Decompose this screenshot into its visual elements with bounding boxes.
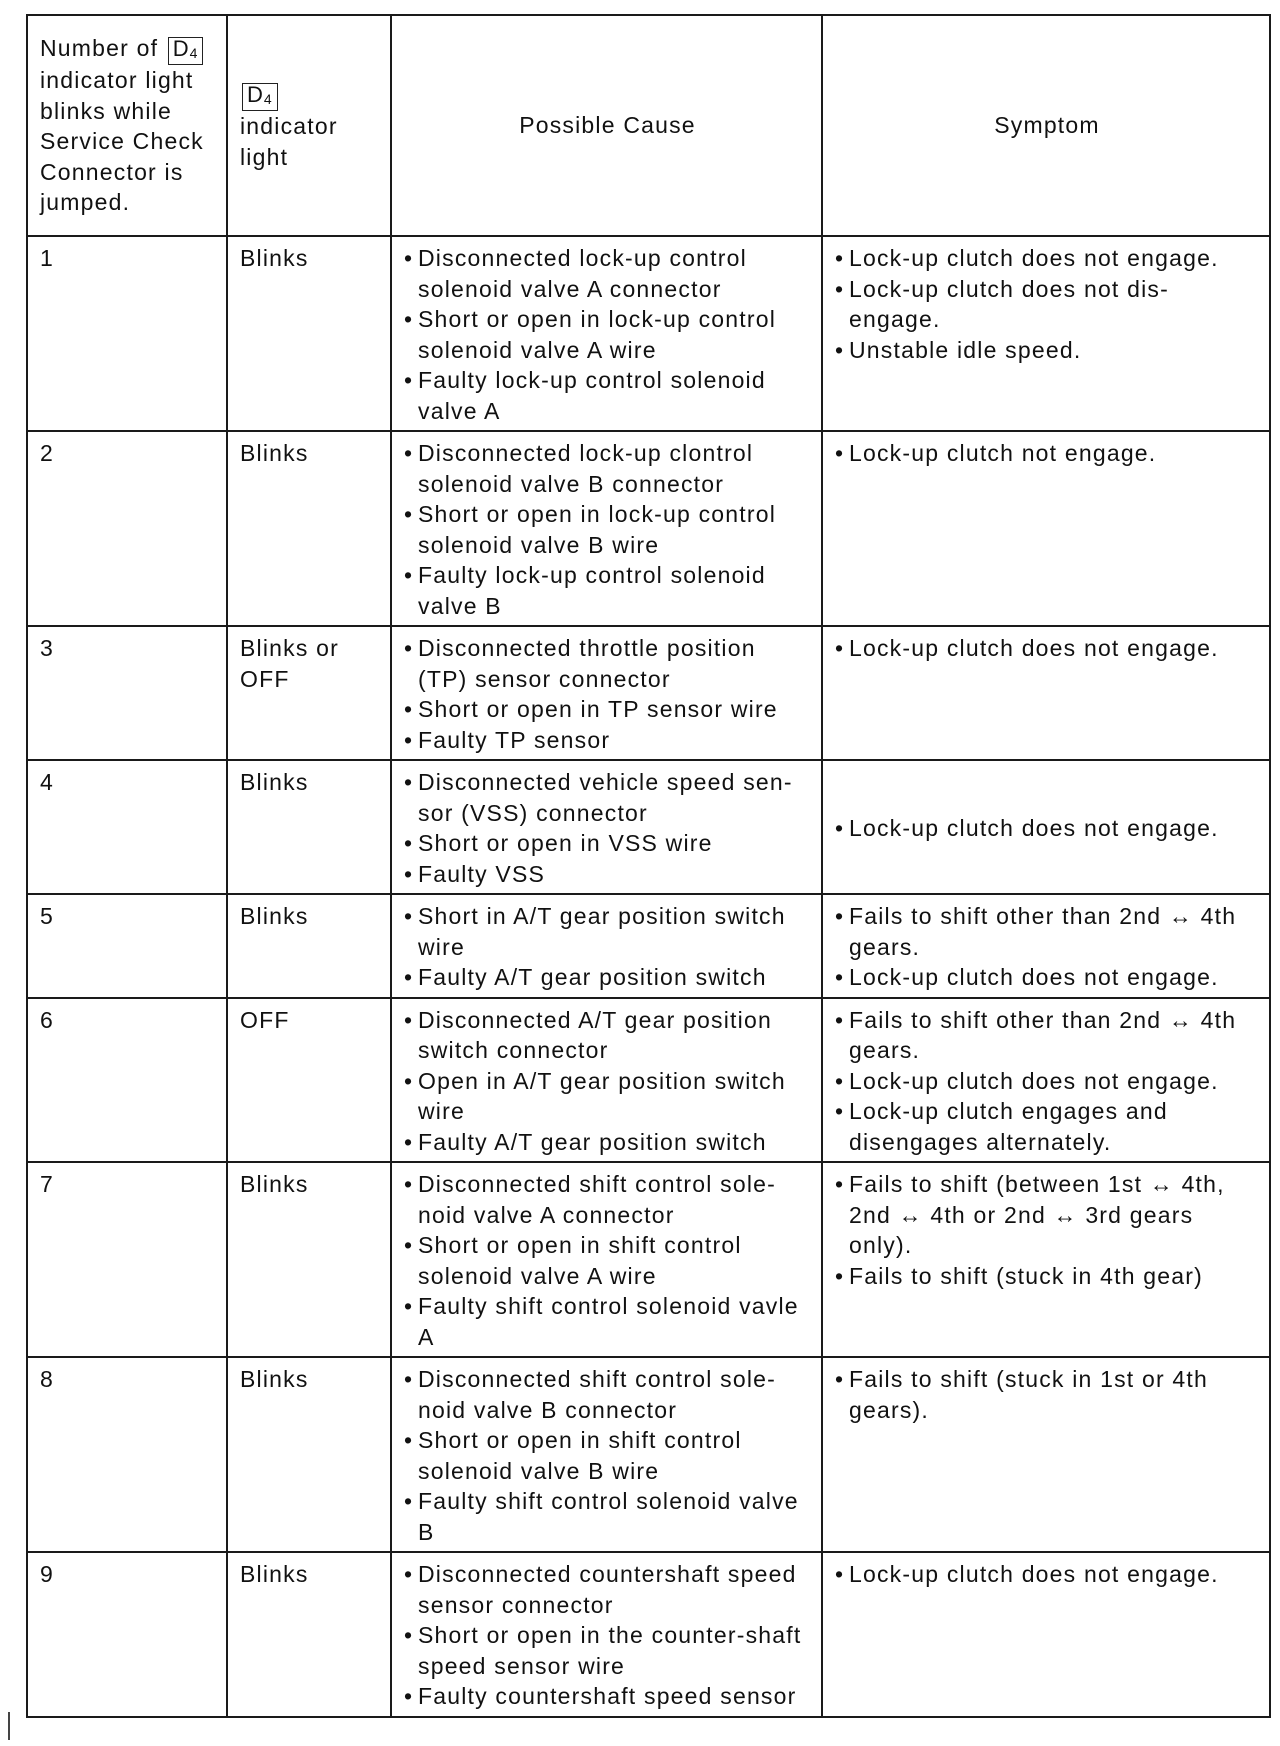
cause-text: Disconnected shift control sole-noid valve B connector [418, 1366, 776, 1423]
cause-item [404, 694, 811, 725]
header-blink-count [27, 15, 227, 236]
bullet-icon: • [404, 1128, 414, 1155]
indicator-state-cell: Blinks [227, 236, 391, 431]
cause-text: Disconnected lock-up clontrol solenoid valve B connector [418, 440, 754, 497]
bullet-icon: • [404, 635, 414, 661]
bullet-icon: • [404, 769, 414, 795]
bullet-icon: • [404, 1293, 414, 1319]
bullet-icon: • [404, 1067, 414, 1094]
cause-item [404, 1005, 811, 1066]
symptom-item [835, 274, 1259, 335]
cause-text: Open in A/T gear position switch wire [418, 1067, 786, 1124]
margin-mark [8, 1712, 10, 1740]
cause-item [404, 304, 811, 365]
bullet-icon: • [835, 1171, 845, 1197]
cause-item [404, 1620, 811, 1681]
symptom-item [835, 813, 1259, 844]
indicator-state-cell: Blinks [227, 1162, 391, 1357]
symptom-text: Lock-up clutch does not engage. [849, 964, 1219, 990]
possible-cause-cell [391, 894, 822, 998]
cause-text: Short or open in the counter-shaft speed sensor wire [418, 1622, 802, 1679]
cause-item [404, 1127, 811, 1158]
bullet-icon: • [404, 903, 414, 929]
table-row [27, 626, 1270, 760]
cause-item [404, 560, 811, 621]
cause-text: Faulty A/T gear position switch [418, 1128, 767, 1155]
table-row [27, 760, 1270, 894]
cause-item [404, 1681, 811, 1712]
indicator-state-cell: Blinks [227, 1552, 391, 1717]
blink-count-cell: 5 [27, 894, 227, 998]
header-indicator [227, 15, 391, 236]
possible-cause-cell [391, 1552, 822, 1717]
cause-item [404, 1425, 811, 1486]
header-symptom: Symptom [822, 15, 1270, 236]
bullet-icon: • [835, 336, 845, 363]
cause-item [404, 438, 811, 499]
symptom-text: Lock-up clutch engages and disengages alternately. [849, 1098, 1168, 1155]
bullet-icon: • [404, 367, 414, 393]
cause-list [404, 438, 811, 621]
possible-cause-cell [391, 626, 822, 760]
bullet-icon: • [404, 1488, 414, 1514]
d4-badge-digit: 4 [189, 45, 199, 62]
cause-item [404, 243, 811, 304]
d4-badge-letter: D [172, 36, 190, 62]
cause-item [404, 1364, 811, 1425]
symptom-text: Lock-up clutch does not engage. [849, 814, 1219, 841]
symptom-item [835, 1559, 1259, 1590]
cause-list [404, 901, 811, 993]
symptom-item [835, 1005, 1259, 1066]
d4-indicator-icon [168, 37, 204, 65]
cause-text: Faulty A/T gear position switch [418, 964, 767, 990]
cause-item [404, 1559, 811, 1620]
bullet-icon: • [404, 860, 414, 887]
bullet-icon: • [835, 1366, 845, 1392]
bullet-icon: • [835, 1262, 845, 1289]
cause-text: Short or open in shift control solenoid valve B wire [418, 1427, 742, 1484]
bullet-icon: • [404, 562, 414, 588]
cause-item [404, 633, 811, 694]
possible-cause-cell [391, 236, 822, 431]
indicator-state-cell: Blinks [227, 431, 391, 626]
table-row [27, 236, 1270, 431]
cause-text: Short or open in TP sensor wire [418, 696, 778, 722]
cause-list [404, 1559, 811, 1712]
bullet-icon: • [404, 1171, 414, 1197]
table-row [27, 431, 1270, 626]
blink-count-cell: 6 [27, 998, 227, 1163]
cause-list [404, 243, 811, 426]
symptom-text: Fails to shift (stuck in 4th gear) [849, 1262, 1203, 1289]
cause-item [404, 499, 811, 560]
bullet-icon: • [404, 830, 414, 856]
cause-item [404, 1486, 811, 1547]
cause-text: Disconnected throttle position (TP) sensor connector [418, 635, 756, 692]
d4-indicator-icon [242, 83, 278, 111]
cause-item [404, 725, 811, 756]
symptom-text: Lock-up clutch does not engage. [849, 635, 1219, 661]
symptom-item [835, 633, 1259, 664]
bullet-icon: • [835, 440, 845, 466]
cause-list [404, 1005, 811, 1158]
bullet-icon: • [404, 440, 414, 466]
indicator-state-cell: OFF [227, 998, 391, 1163]
cause-item [404, 1169, 811, 1230]
symptom-list [835, 438, 1259, 469]
symptom-cell [822, 236, 1270, 431]
cause-text: Disconnected countershaft speed sensor connector [418, 1561, 797, 1618]
indicator-state-cell: Blinks [227, 1357, 391, 1552]
bullet-icon: • [404, 726, 414, 753]
symptom-list [835, 1005, 1259, 1158]
cause-list [404, 767, 811, 889]
cause-text: Faulty VSS [418, 860, 546, 887]
cause-text: Disconnected shift control sole-noid valve A connector [418, 1171, 776, 1228]
cause-text: Short in A/T gear position switch wire [418, 903, 786, 960]
table-row [27, 1357, 1270, 1552]
symptom-list [835, 243, 1259, 365]
blink-count-cell: 7 [27, 1162, 227, 1357]
bullet-icon: • [404, 1622, 414, 1648]
table-row [27, 1552, 1270, 1717]
possible-cause-cell [391, 1162, 822, 1357]
bullet-icon: • [404, 1561, 414, 1587]
bullet-icon: • [404, 245, 414, 271]
symptom-item [835, 335, 1259, 366]
bullet-icon: • [404, 696, 414, 722]
symptom-text: Fails to shift other than 2nd ↔ 4th gears. [849, 1006, 1237, 1063]
indicator-state-cell: Blinks [227, 894, 391, 998]
header-possible-cause: Possible Cause [391, 15, 822, 236]
symptom-cell [822, 626, 1270, 760]
cause-text: Faulty lock-up control solenoid valve B [418, 562, 766, 619]
symptom-item [835, 438, 1259, 469]
cause-text: Short or open in lock-up control solenoid valve A wire [418, 306, 777, 363]
symptom-text: Unstable idle speed. [849, 336, 1082, 363]
blink-count-cell: 1 [27, 236, 227, 431]
bullet-icon: • [835, 275, 845, 302]
table-body [27, 236, 1270, 1717]
blink-count-cell: 2 [27, 431, 227, 626]
symptom-cell [822, 998, 1270, 1163]
cause-item [404, 1230, 811, 1291]
bullet-icon: • [835, 1067, 845, 1094]
bullet-icon: • [404, 501, 414, 527]
bullet-icon: • [404, 1366, 414, 1392]
bullet-icon: • [404, 1427, 414, 1453]
cause-item [404, 365, 811, 426]
symptom-list [835, 1364, 1259, 1425]
indicator-state-cell: Blinks [227, 760, 391, 894]
cause-text: Faulty TP sensor [418, 726, 611, 753]
symptom-item [835, 962, 1259, 993]
cause-item [404, 1291, 811, 1352]
header-row [27, 15, 1270, 236]
symptom-list [835, 813, 1259, 844]
cause-text: Short or open in lock-up control solenoid valve B wire [418, 501, 777, 558]
cause-item [404, 901, 811, 962]
symptom-cell [822, 1357, 1270, 1552]
bullet-icon: • [835, 903, 845, 929]
bullet-icon: • [404, 1006, 414, 1033]
cause-item [404, 828, 811, 859]
bullet-icon: • [835, 1561, 845, 1587]
symptom-text: Fails to shift other than 2nd ↔ 4th gears. [849, 903, 1237, 960]
cause-list [404, 633, 811, 755]
symptom-item [835, 1261, 1259, 1292]
cause-text: Short or open in shift control solenoid valve A wire [418, 1232, 742, 1289]
symptom-list [835, 633, 1259, 664]
bullet-icon: • [835, 814, 845, 841]
table-row [27, 894, 1270, 998]
cause-item [404, 1066, 811, 1127]
symptom-cell [822, 431, 1270, 626]
possible-cause-cell [391, 1357, 822, 1552]
bullet-icon: • [404, 1232, 414, 1258]
table-row [27, 1162, 1270, 1357]
symptom-text: Lock-up clutch does not dis-engage. [849, 275, 1169, 332]
cause-text: Disconnected vehicle speed sen-sor (VSS) connector [418, 769, 793, 826]
symptom-list [835, 1559, 1259, 1590]
symptom-text: Fails to shift (stuck in 1st or 4th gears). [849, 1366, 1209, 1423]
d4-badge-letter: D [247, 82, 264, 107]
cause-item [404, 767, 811, 828]
bullet-icon: • [835, 245, 845, 271]
symptom-item [835, 901, 1259, 962]
symptom-cell [822, 1162, 1270, 1357]
cause-text: Faulty countershaft speed sensor [418, 1683, 797, 1709]
bullet-icon: • [404, 1683, 414, 1709]
d4-badge-digit: 4 [263, 91, 273, 107]
cause-item [404, 962, 811, 993]
bullet-icon: • [835, 635, 845, 661]
cause-item [404, 859, 811, 890]
cause-text: Disconnected A/T gear position switch connector [418, 1006, 772, 1063]
cause-list [404, 1169, 811, 1352]
symptom-text: Lock-up clutch does not engage. [849, 1067, 1219, 1094]
cause-text: Faulty lock-up control solenoid valve A [418, 367, 766, 424]
bullet-icon: • [404, 306, 414, 332]
cause-list [404, 1364, 811, 1547]
symptom-text: Lock-up clutch not engage. [849, 440, 1157, 466]
symptom-text: Fails to shift (between 1st ↔ 4th, 2nd ↔ 4th or 2nd ↔ 3rd gears only). [849, 1171, 1225, 1258]
symptom-item [835, 1066, 1259, 1097]
cause-text: Short or open in VSS wire [418, 830, 713, 856]
bullet-icon: • [835, 1098, 845, 1124]
symptom-list [835, 901, 1259, 993]
symptom-item [835, 1169, 1259, 1261]
bullet-icon: • [835, 964, 845, 990]
symptom-cell [822, 760, 1270, 894]
blink-count-cell: 3 [27, 626, 227, 760]
symptom-item [835, 243, 1259, 274]
blink-count-cell: 4 [27, 760, 227, 894]
symptom-item [835, 1364, 1259, 1425]
header-indicator-text: indicator light [240, 113, 338, 170]
bullet-icon: • [835, 1006, 845, 1033]
possible-cause-cell [391, 431, 822, 626]
bullet-icon: • [404, 964, 414, 990]
symptom-text: Lock-up clutch does not engage. [849, 1561, 1219, 1587]
cause-text: Faulty shift control solenoid vavle A [418, 1293, 799, 1350]
symptom-text: Lock-up clutch does not engage. [849, 245, 1219, 271]
troubleshooting-table [26, 14, 1271, 1718]
blink-count-cell: 9 [27, 1552, 227, 1717]
indicator-state-cell: Blinks or OFF [227, 626, 391, 760]
header-blink-count-prefix: Number of [40, 35, 159, 62]
possible-cause-cell [391, 760, 822, 894]
symptom-cell [822, 1552, 1270, 1717]
symptom-item [835, 1096, 1259, 1157]
header-blink-count-text: indicator light blinks while Service Check Connector is jumped. [40, 67, 204, 216]
cause-text: Faulty shift control solenoid valve B [418, 1488, 799, 1545]
cause-text: Disconnected lock-up control solenoid valve A connector [418, 245, 747, 302]
possible-cause-cell [391, 998, 822, 1163]
symptom-cell [822, 894, 1270, 998]
table-row [27, 998, 1270, 1163]
symptom-list [835, 1169, 1259, 1291]
blink-count-cell: 8 [27, 1357, 227, 1552]
